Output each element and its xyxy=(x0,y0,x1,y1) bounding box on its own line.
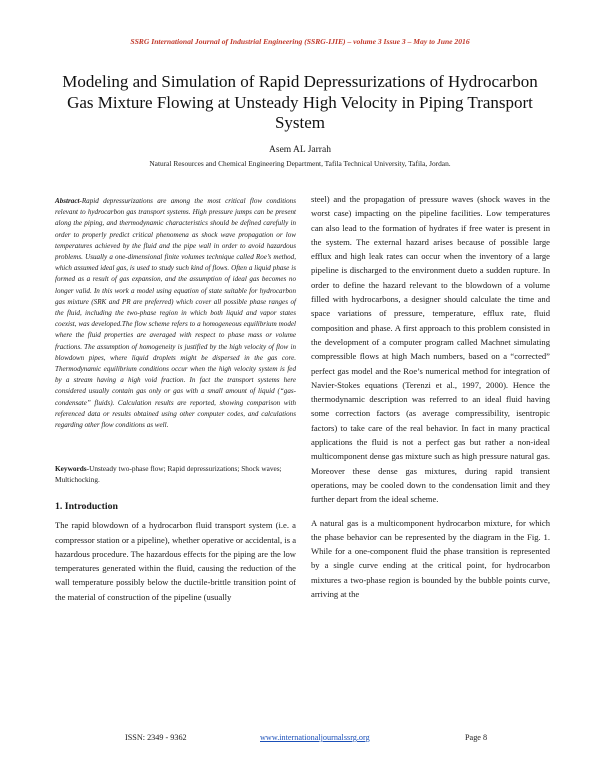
author-affiliation: Natural Resources and Chemical Engineering Department, Tafila Technical University, Tafila, Jordan. xyxy=(149,159,451,168)
footer-website-link[interactable]: www.internationaljournalssrg.org xyxy=(260,733,370,742)
journal-header: SSRG International Journal of Industrial Engineering (SSRG-IJIE) – volume 3 Issue 3 – May to June 2016 xyxy=(130,37,470,46)
keywords xyxy=(55,464,296,485)
left-column xyxy=(55,196,296,604)
right-column xyxy=(311,192,550,601)
footer-page-number: Page 8 xyxy=(465,733,488,742)
author-name: Asem AL Jarrah xyxy=(269,145,331,155)
paper-title: Modeling and Simulation of Rapid Depressurizations of Hydrocarbon Gas Mixture Flowing at Unsteady High Velocity in Piping Transport System xyxy=(62,72,538,132)
abstract-text: Rapid depressurizations are among the most critical flow conditions relevant to hydrocarbon gas transport systems. High pressure jumps can be present along the piping, and thermodynamic characteristics should be defined carefully in order to properly predict critical phenomena as shock wave propagation or low temperatures achieved by the fluid and the pipe wall in order to avoid hazardous problems. Usually a one-dimensional finite volumes technique called Roe’s method, which assumed ideal gas, is used to study such kind of flows. Often a liquid phase is formed as a result of gas expansion, and the assumption of ideal gas becomes no longer valid. In this work a model using equation of state suitable for hydrocarbon gas mixture (SRK and PR are preferred) which cover all possible phase ranges of the fluid, including the two-phase region in which both liquid and vapor states coexist, was developed.The flow scheme refers to a homogeneous equilibrium model where the fluid properties are averaged with respect to phase mass or volume fractions. The assumption of homogeneity is justified by the high velocity of flow in blowdown pipes, where liquid droplets might be dispersed in the gas core. Thermodynamic equilibrium conditions occur when the high velocity system is fed by a stream having a high void fraction. In fact the transport systems here considered usually contain gas only or gas with a small amount of liquid (“gas-condensate” fluids). Calculation results are reported, showing comparison with referenced data or results obtained using other computer codes, and calculations regarding other flow conditions as well. xyxy=(55,197,296,430)
body-paragraph-1: steel) and the propagation of pressure waves (shock waves in the worst case) impacting on the pipeline facilities. Low temperatures can also lead to the formation of hydrates if free water is present in the system. The external hazard arises because of possible large efflux and high leak rates can occur when the inventory of a large pipeline is discharged to the environment dueto a sudden rupture. In order to define the hazard relevant to the blowdown of a volume filled with hydrocarbons, a designer should calculate the time and space variations of pressure, temperature, efflux rate, fluid composition and phase. A first approach to this problem consisted in the development of a computer program called Machnet simulating compressible flows at high Mach numbers, based on a “corrected” perfect gas model and the Roe’s numerical method for integration of Navier-Stokes equations (Terenzi et al., 1997, 2000). Hence the thermodynamic description was referred to an ideal fluid having some correction factors (as average compressibility, isentropic factors) to take care of the real behavior. In fact in many practical applications the fluid is not a perfect gas but rather a non-ideal multicomponent dense gas mixture such as high pressure natural gas. Moreover these dense gas mixtures, during rapid transient operations, may be cooled down to the condensation limit and they further depart from the ideal scheme. xyxy=(311,194,550,505)
intro-paragraph: The rapid blowdown of a hydrocarbon fluid transport system (i.e. a compressor station or a pipeline), whether operative or accidental, is a hazardous procedure. The hazardous effects for the piping are the low temperatures generated within the fluid, causing the reduction of the wall temperature possibly below the ductile-brittle transition point of the material of construction of the pipeline (usually xyxy=(55,520,297,602)
abstract xyxy=(55,196,296,431)
section-heading-introduction: 1. Introduction xyxy=(55,501,118,513)
body-paragraph-2: A natural gas is a multicomponent hydrocarbon mixture, for which the phase behavior can be represented by the diagram in the Fig. 1. While for a one-component fluid the phase transition is represented by a single curve ending at the critical point, for hydrocarbon mixtures a two-phase region is bounded by the bubble points curve, arriving at the xyxy=(311,517,550,600)
keywords-text: Unsteady two-phase flow; Rapid depressurizations; Shock waves; Multichocking. xyxy=(55,464,282,484)
keywords-label: Keywords- xyxy=(55,464,90,474)
footer-issn: ISSN: 2349 - 9362 xyxy=(125,733,187,742)
abstract-label: Abstract- xyxy=(55,197,82,205)
